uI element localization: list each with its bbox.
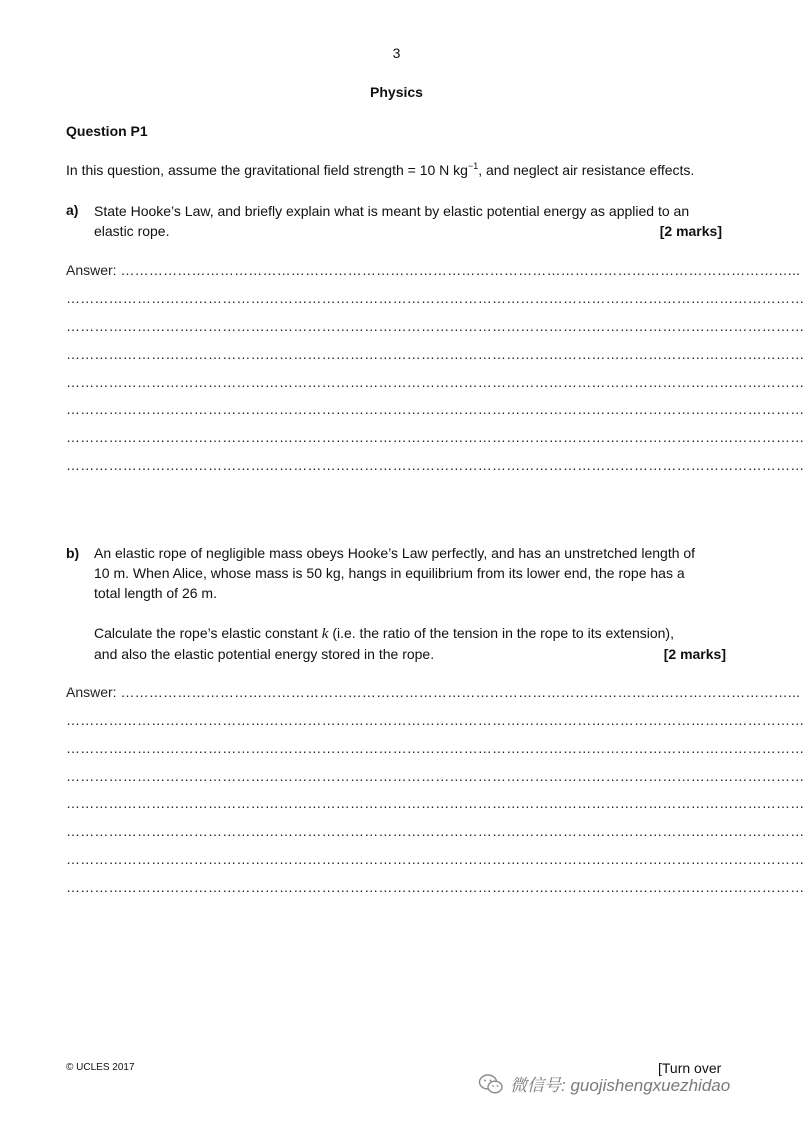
part-a-answer-line-4[interactable]: ………………………………………………………………………………………………………………………………………… <box>66 346 804 362</box>
part-a-answer-line-5[interactable]: ………………………………………………………………………………………………………………………………………… <box>66 374 804 390</box>
part-a-line-2: elastic rope. <box>94 223 170 239</box>
part-b-answer-label: Answer: <box>66 684 117 700</box>
page-number: 3 <box>392 45 401 61</box>
part-b-label: b) <box>66 545 80 561</box>
intro-text-end: , and neglect air resistance effects. <box>478 162 695 178</box>
part-b-text <box>94 543 734 603</box>
copyright-notice: © UCLES 2017 <box>66 1062 135 1073</box>
answer-dots: ……………………………………………………………………………………………………………………………... <box>120 684 801 700</box>
part-a-answer-line-2[interactable]: ………………………………………………………………………………………………………………………………………… <box>66 290 804 306</box>
part-b-answer-line-7[interactable]: ………………………………………………………………………………………………………………………………………… <box>66 851 804 867</box>
part-b-calc-text <box>94 623 734 664</box>
part-b-answer-line-5[interactable]: ………………………………………………………………………………………………………………………………………… <box>66 795 804 811</box>
part-b-answer-line-6[interactable]: ………………………………………………………………………………………………………………………………………… <box>66 823 804 839</box>
watermark <box>478 1071 730 1096</box>
question-intro <box>66 162 746 178</box>
part-a-line-2-row <box>94 221 734 241</box>
part-b-line-3: total length of 26 m. <box>94 585 217 601</box>
part-a-line-1: State Hooke’s Law, and briefly explain what is meant by elastic potential energy as applied to an <box>94 203 690 219</box>
part-b-answer-line-4[interactable]: ………………………………………………………………………………………………………………………………………… <box>66 768 804 784</box>
part-a-answer-line-8[interactable]: ………………………………………………………………………………………………………………………………………… <box>66 457 804 473</box>
intro-text: In this question, assume the gravitational field strength = 10 N kg <box>66 162 468 178</box>
answer-dots: ……………………………………………………………………………………………………………………………... <box>120 262 801 278</box>
part-a-text <box>94 201 734 241</box>
part-a-answer-line-3[interactable]: ………………………………………………………………………………………………………………………………………… <box>66 318 804 334</box>
part-b-line-2: 10 m. When Alice, whose mass is 50 kg, hangs in equilibrium from its lower end, the rope has a <box>94 565 685 581</box>
question-title: Question P1 <box>66 123 148 139</box>
part-b-answer-line-1[interactable] <box>66 684 801 700</box>
wechat-icon <box>478 1073 504 1095</box>
part-b-calc-line-2: and also the elastic potential energy stored in the rope. <box>94 646 435 662</box>
part-a-answer-line-6[interactable]: ………………………………………………………………………………………………………………………………………… <box>66 401 804 417</box>
part-b-calc-line-2-row <box>94 644 734 664</box>
turn-over-note: [Turn over <box>658 1060 722 1076</box>
intro-exponent: −1 <box>467 161 479 171</box>
part-a-answer-line-1[interactable] <box>66 262 801 278</box>
calc-text-end: (i.e. the ratio of the tension in the rope to its extension), <box>328 625 674 641</box>
watermark-text: 微信号: guojishengxuezhidao <box>510 1076 731 1095</box>
part-b-answer-line-2[interactable]: ………………………………………………………………………………………………………………………………………… <box>66 712 804 728</box>
calc-text-start: Calculate the rope’s elastic constant <box>94 625 322 641</box>
part-a-answer-line-7[interactable]: ………………………………………………………………………………………………………………………………………… <box>66 429 804 445</box>
part-b-answer-line-3[interactable]: ………………………………………………………………………………………………………………………………………… <box>66 740 804 756</box>
part-b-line-1: An elastic rope of negligible mass obeys Hooke’s Law perfectly, and has an unstretched length of <box>94 545 696 561</box>
part-a-marks: [2 marks] <box>659 223 722 239</box>
part-b-answer-line-8[interactable]: ………………………………………………………………………………………………………………………………………… <box>66 879 804 895</box>
variable-k: k <box>321 626 329 642</box>
subject-heading: Physics <box>370 84 423 100</box>
part-b-calc-line-1 <box>94 623 734 644</box>
part-a-label: a) <box>66 202 79 218</box>
part-a-answer-label: Answer: <box>66 262 117 278</box>
part-b-marks: [2 marks] <box>663 646 726 662</box>
